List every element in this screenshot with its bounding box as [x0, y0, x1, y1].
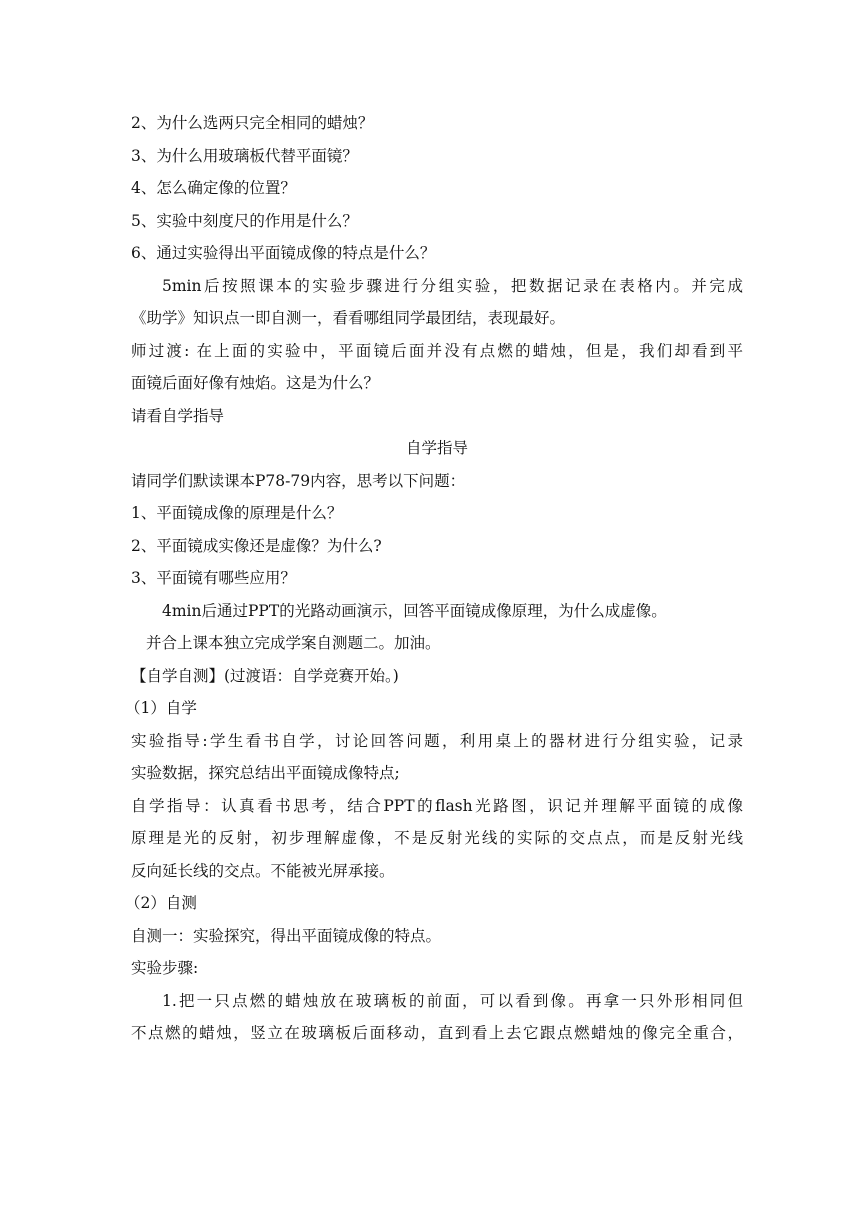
self-study-guide-line-3: 反向延长线的交点。不能被光屏承接。 [131, 861, 395, 880]
step-1-line-1: 1.把一只点燃的蜡烛放在玻璃板的前面，可以看到像。再拿一只外形相同但 [162, 991, 743, 1010]
question-4: 4、怎么确定像的位置？ [131, 179, 296, 197]
experiment-guide-line-1: 实验指导:学生看书自学，讨论回答问题，利用桌上的器材进行分组实验，记录 [131, 731, 743, 750]
question-6: 6、通过实验得出平面镜成像的特点是什么？ [131, 244, 436, 262]
reading-prompt: 请同学们默读课本P78-79内容，思考以下问题： [131, 471, 466, 490]
self-study-guide-line-2: 原理是光的反射，初步理解虚像，不是反射光线的实际的交点点，而是反射光线 [131, 829, 743, 847]
subsection-self-study: （1）自学 [125, 699, 197, 717]
guide-question-1: 1、平面镜成像的原理是什么？ [131, 504, 343, 522]
section-heading: 自学指导 [405, 439, 468, 457]
step-1-line-2: 不点燃的蜡烛，竖立在玻璃板后面移动，直到看上去它跟点燃蜡烛的像完全重合， [131, 1024, 743, 1042]
teacher-transition-line-1: 师过渡: 在上面的实验中，平面镜后面并没有点燃的蜡烛，但是，我们却看到平 [131, 341, 743, 360]
self-study-guide-line-1: 自学指导：认真看书思考，结合PPT的flash光路图，识记并理解平面镜的成像 [131, 796, 743, 815]
instruction-paragraph-line-2: 《助学》知识点一即自测一，看看哪组同学最团结，表现最好。 [131, 309, 566, 327]
self-study-heading: 【自学自测】(过渡语：自学竞赛开始。) [131, 666, 399, 685]
subsection-self-test: （2）自测 [125, 894, 197, 912]
experiment-steps-label: 实验步骤: [131, 959, 199, 977]
document-body [125, 107, 743, 1050]
self-test-one: 自测一：实验探究，得出平面镜成像的特点。 [131, 926, 442, 945]
instruction-paragraph-line-1: 5min后按照课本的实验步骤进行分组实验，把数据记录在表格内。并完成 [162, 276, 743, 295]
encouragement-text: 并合上课本独立完成学案自测题二。加油。 [146, 634, 441, 652]
teacher-transition-line-2: 面镜后面好像有烛焰。这是为什么？ [131, 374, 380, 392]
guide-question-3: 3、平面镜有哪些应用？ [131, 569, 296, 587]
question-3: 3、为什么用玻璃板代替平面镜？ [131, 146, 358, 165]
question-2: 2、为什么选两只完全相同的蜡烛？ [131, 114, 374, 132]
ppt-demo-text: 4min后通过PPT的光路动画演示，回答平面镜成像原理，为什么成虚像。 [162, 601, 667, 620]
question-5: 5、实验中刻度尺的作用是什么？ [131, 211, 358, 230]
experiment-guide-line-2: 实验数据，探究总结出平面镜成像特点; [131, 764, 400, 782]
guide-question-2: 2、平面镜成实像还是虚像？为什么? [131, 536, 382, 555]
see-guide-text: 请看自学指导 [131, 406, 225, 425]
